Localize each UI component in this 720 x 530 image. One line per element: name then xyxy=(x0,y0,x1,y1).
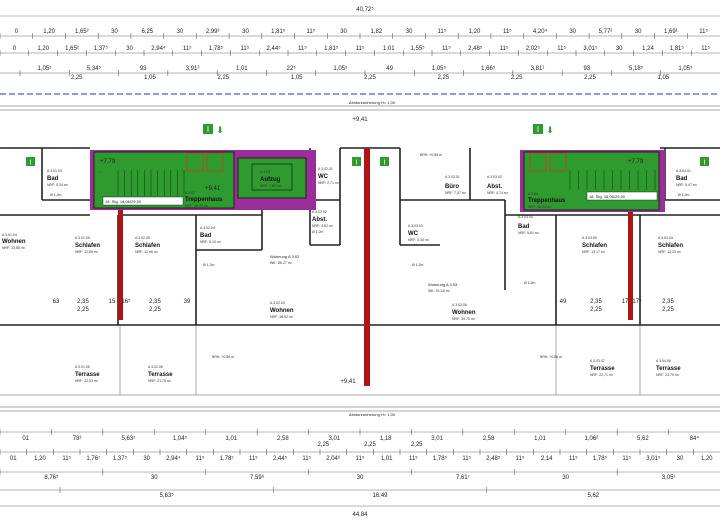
room-name-aufzug: Aufzug xyxy=(260,177,281,183)
room-id: A 3.04.04 xyxy=(658,236,673,240)
dimension-value: 1,82 xyxy=(370,29,383,35)
room-area: NRF: 5,10 m² xyxy=(200,240,222,244)
room-name-abst: Abst. xyxy=(487,184,502,190)
dimension-value: 2,44⁵ xyxy=(266,46,281,52)
dimension-value: 93 xyxy=(583,66,591,72)
dimension-value: 5,63⁵ xyxy=(159,493,174,499)
room-id: A 3.03.07 xyxy=(590,359,605,363)
dimension-value: 1,05⁵ xyxy=(678,66,693,72)
dimension-value: 2,14 xyxy=(540,456,553,462)
room-area: NRF: 33,85 m² xyxy=(2,246,25,250)
dimension-value: 22⁵ xyxy=(286,66,296,72)
emergency-exit-icon xyxy=(352,157,361,167)
dimension-value: 5,63⁵ xyxy=(121,436,136,442)
room-name-bad: Bad xyxy=(47,176,59,182)
room-name-wohnen: Wohnen xyxy=(270,308,294,314)
dimension-value: 11⁵ xyxy=(248,456,258,462)
svg-text:2,35: 2,35 xyxy=(77,299,89,305)
room-area: NRF: 12,89 m² xyxy=(75,250,98,254)
dimension-value: 30 xyxy=(676,456,684,462)
dimension-value: 1,20 xyxy=(37,46,50,52)
turn-circle: Ø 1,2m xyxy=(412,263,424,267)
level-top: +9,41 xyxy=(352,117,368,123)
dimension-value: 2,58 xyxy=(482,436,495,442)
dimension-value: 30 xyxy=(176,29,184,35)
dimension-value: 30 xyxy=(615,46,623,52)
brh-label: BRH: +0,86 m xyxy=(420,153,443,157)
dimension-value: 11⁵ xyxy=(622,456,632,462)
dimension-value: 1,81⁵ xyxy=(324,46,339,52)
top-dimension-chains xyxy=(0,6,720,81)
room-name-schlafen: Schlafen xyxy=(135,243,161,249)
emergency-exit-icon xyxy=(700,157,709,167)
dimension-value: 11⁵ xyxy=(442,46,451,52)
room-name-abst: Abst. xyxy=(312,217,327,223)
room-name-schlafen: Schlafen xyxy=(582,243,608,249)
room-area: NRF: 38,92 m² xyxy=(270,315,293,319)
dimension-value: 11⁵ xyxy=(437,29,447,35)
room-name-terrasse: Terrasse xyxy=(148,372,173,378)
room-name-wohnen: Wohnen xyxy=(452,310,476,316)
dimension-value: 11⁵ xyxy=(568,456,578,462)
svg-text:⬇: ⬇ xyxy=(216,126,224,136)
turn-circle: Ø 1,2m xyxy=(678,193,690,197)
dimension-value: 11⁵ xyxy=(699,29,708,35)
dimension-value: 2,25 xyxy=(364,442,376,448)
room-area: NRF: 21,75 m² xyxy=(148,379,171,383)
dimension-value: 93 xyxy=(139,66,147,72)
svg-text:⬇: ⬇ xyxy=(546,126,554,136)
dimension-value: 1,01 xyxy=(380,456,393,462)
dimension-value: 2,58 xyxy=(277,436,289,442)
dimension-value: 1,78⁵ xyxy=(432,456,448,462)
dimension-value: 1,78⁵ xyxy=(592,456,608,462)
dimension-value: 5,62 xyxy=(587,493,600,499)
dimension-value: 1,20 xyxy=(43,29,55,35)
dimension-value: 11⁵ xyxy=(240,46,250,52)
room-name-bad: Bad xyxy=(676,176,688,182)
dimension-value: 1,05 xyxy=(290,75,303,81)
room-name-bad: Bad xyxy=(200,233,212,239)
dimension-value: 1,05 xyxy=(144,75,156,81)
stair-info-right: 18. Stg. 18,06/29,00 xyxy=(589,194,626,199)
room-area: NRF: 23,79 m² xyxy=(656,373,679,377)
room-id: A 3.01.04 xyxy=(2,233,17,237)
dimension-value: 1,01 xyxy=(225,436,238,442)
svg-text:16⁵: 16⁵ xyxy=(121,299,131,305)
stair-level-left: +7,79 xyxy=(100,159,116,165)
absturz-label-top: Absturzsicherung H= 1,00 xyxy=(348,100,396,105)
dimension-value: 1,81⁵ xyxy=(669,46,684,52)
dimension-value: 3,01 xyxy=(431,436,443,442)
emergency-exit-icon xyxy=(203,124,224,136)
svg-text:17: 17 xyxy=(621,299,629,305)
room-name-wohnen: Wohnen xyxy=(2,239,26,245)
dimension-value: 2,02⁵ xyxy=(525,46,540,52)
svg-text:2,35: 2,35 xyxy=(149,299,161,305)
level-bottom: +9,41 xyxy=(340,379,356,385)
dimension-value: 1,76⁷ xyxy=(86,456,101,462)
svg-text:2,25: 2,25 xyxy=(590,307,602,313)
stair-level2-left: +9,41 xyxy=(205,186,221,192)
dimension-value: 0 xyxy=(14,29,19,35)
dimension-value: 5,18⁵ xyxy=(629,66,644,72)
dimension-value: 1,66⁵ xyxy=(481,66,496,72)
apartment-area: Wfl.: 91,16 m² xyxy=(428,289,450,293)
dimension-value: 1,01 xyxy=(534,436,546,442)
dimension-value: 01 xyxy=(22,436,30,442)
emergency-exit-icon xyxy=(26,157,35,167)
room-id: A 3.01.03 xyxy=(47,169,62,173)
room-name-terrasse: Terrasse xyxy=(590,366,615,372)
dimension-value: 2,94⁴ xyxy=(166,456,181,462)
dimension-value: 1,05 xyxy=(657,75,670,81)
dimension-value: 1,78⁵ xyxy=(219,456,234,462)
dimension-value: 1,81⁵ xyxy=(271,29,286,35)
dimension-value: 11⁵ xyxy=(302,456,312,462)
dimension-value: 1,37⁵ xyxy=(93,46,108,52)
svg-text:63: 63 xyxy=(52,299,60,305)
room-id: A 3.02.02 xyxy=(312,210,327,214)
dimension-value: 2,25 xyxy=(410,442,423,448)
dimension-value: 30 xyxy=(340,29,347,35)
room-area: NRF: 22,71 m² xyxy=(590,373,613,377)
dimension-value: 7,59⁶ xyxy=(250,475,265,481)
room-area: NRF: 12,96 m² xyxy=(135,250,158,254)
room-id: A 3.03.03 xyxy=(408,224,423,228)
dimension-value: 1,37⁵ xyxy=(112,456,128,462)
dimension-value: 2,94⁴ xyxy=(151,46,166,52)
room-name-wc: WC xyxy=(318,174,328,180)
apartment-label: Wohnung A 3.02 xyxy=(270,254,300,259)
dimension-value: 5,34⁵ xyxy=(86,66,101,72)
dimension-value: 11⁵ xyxy=(515,456,525,462)
dimension-value: 3,05¹ xyxy=(661,475,676,481)
top-total-dim: 40,72⁵ xyxy=(356,7,374,13)
room-area: NRF: 5,34 m² xyxy=(47,183,69,187)
dimension-value: 11⁵ xyxy=(195,456,205,462)
dimension-value: 2,25 xyxy=(70,75,83,81)
svg-text:2,35: 2,35 xyxy=(590,299,602,305)
room-id: A 3.03 xyxy=(260,170,270,174)
room-id: A 3.03.06 xyxy=(452,303,467,307)
dimension-value: 1,01 xyxy=(382,46,395,52)
dimension-value: 0 xyxy=(12,46,17,52)
room-id: A 3.01.06 xyxy=(75,365,90,369)
apartment-label: Wohnung A 3.03 xyxy=(428,282,458,287)
room-area: NRF: 5,47 m² xyxy=(676,183,698,187)
dimension-value: 3,81¹ xyxy=(530,66,545,72)
dimension-value: 49 xyxy=(386,66,393,72)
dimension-value: 30 xyxy=(150,475,158,481)
dimension-value: 8,76⁵ xyxy=(44,475,59,481)
stairwell-left xyxy=(90,150,316,210)
svg-text:49: 49 xyxy=(559,299,567,305)
dimension-value: 5,77² xyxy=(598,29,613,35)
dimension-value: 1,06² xyxy=(584,436,599,442)
room-id: A 3.03.02 xyxy=(487,175,502,179)
room-name-bad: Bad xyxy=(518,224,530,230)
turn-circle: Ø 1,2m xyxy=(312,230,324,234)
svg-text:I: I xyxy=(536,125,540,134)
turn-circle: Ø 1,2m xyxy=(524,281,536,285)
svg-text:2,25: 2,25 xyxy=(662,307,674,313)
dimension-value: 16,49 xyxy=(372,493,388,499)
svg-text:I: I xyxy=(383,159,386,167)
room-area: NRF: 3,34 m² xyxy=(408,238,430,242)
dimension-value: 11⁵ xyxy=(408,456,418,462)
bottom-total-dim: 44,84 xyxy=(352,512,368,518)
dimension-value: 2,25 xyxy=(584,75,596,81)
dimension-value: 3,01⁵ xyxy=(583,46,598,52)
terrace-outlines xyxy=(0,325,720,395)
svg-text:17⁵: 17⁵ xyxy=(632,299,642,305)
dimension-value: 11⁵ xyxy=(355,456,365,462)
dimension-value: 2,04⁶ xyxy=(326,456,341,462)
room-area: NRF: 12,23 m² xyxy=(658,250,681,254)
room-name-treppenhaus-r: Treppenhaus xyxy=(528,198,566,204)
room-name-terrasse: Terrasse xyxy=(75,372,100,378)
turn-circle: Ø 1,2m xyxy=(50,193,62,197)
dimension-value: 1,18 xyxy=(379,436,392,442)
svg-text:I: I xyxy=(703,159,706,167)
dimension-value: 6,25 xyxy=(141,29,154,35)
window-dimensions xyxy=(53,298,675,313)
room-area: NRF: 13,17 m² xyxy=(582,250,605,254)
apartment-area: Wfl.: 86,27 m² xyxy=(270,261,292,265)
dimension-value: 2,25 xyxy=(364,75,376,81)
dimension-value: 1,05⁵ xyxy=(37,66,52,72)
dimension-value: 1,04⁵ xyxy=(172,436,188,442)
room-id: A 3.02.06 xyxy=(148,365,163,369)
svg-text:39: 39 xyxy=(183,299,191,305)
dimension-value: 1,05⁵ xyxy=(333,66,348,72)
room-area: NRF: 22,03 m² xyxy=(75,379,98,383)
room-area: NRF: 39,70 m² xyxy=(452,317,475,321)
room-name-treppenhaus-l: Treppenhaus xyxy=(185,197,223,203)
stairwell-right xyxy=(520,150,665,212)
dimension-value: 1,78⁵ xyxy=(208,46,224,52)
dimension-value: 2,25 xyxy=(317,442,330,448)
room-area: NRF: 5,81 m² xyxy=(518,231,540,235)
room-id: A 3.04.06 xyxy=(656,359,671,363)
room-name-schlafen: Schlafen xyxy=(658,243,684,249)
dimension-value: 2,48⁵ xyxy=(468,46,483,52)
room-id: A 3.02.05 xyxy=(135,236,150,240)
dimension-value: 30 xyxy=(143,456,151,462)
dimension-value: 1,65² xyxy=(65,46,79,52)
dimension-value: 1,20 xyxy=(700,456,713,462)
emergency-exit-icon xyxy=(533,124,554,136)
room-name-buero: Büro xyxy=(445,184,459,190)
dimension-value: 2,44⁵ xyxy=(272,456,288,462)
dimension-value: 5,62 xyxy=(637,436,649,442)
svg-text:2,35: 2,35 xyxy=(662,299,674,305)
dimension-value: 2,25 xyxy=(510,75,523,81)
room-area: NRF: 7,82 m² xyxy=(260,184,282,188)
room-id: A 3.03.04 xyxy=(518,215,533,219)
dimension-value: 30 xyxy=(569,29,577,35)
dimension-value: 30 xyxy=(126,46,133,52)
room-id: A 3.04 xyxy=(528,192,538,196)
room-id: A 3.03.05 xyxy=(582,236,597,240)
svg-text:I: I xyxy=(355,159,358,167)
turn-circle: Ø 1,2m xyxy=(203,263,215,267)
dimension-value: 7,61⁷ xyxy=(455,475,470,481)
dimension-value: 11⁵ xyxy=(462,456,472,462)
room-id: A 3.04.01 xyxy=(676,169,691,173)
brh-label: BRH: +0,86 m xyxy=(540,355,563,359)
dimension-value: 30 xyxy=(634,29,642,35)
brh-label: BRH: +0,86 m xyxy=(212,355,235,359)
dimension-value: 4,20⁴ xyxy=(532,29,548,35)
dimension-value: 11⁵ xyxy=(298,46,307,52)
dimension-value: 3,91² xyxy=(185,66,200,72)
room-name-terrasse: Terrasse xyxy=(656,366,681,372)
dimension-value: 84⁴ xyxy=(689,436,699,442)
red-column-2 xyxy=(364,148,370,386)
dimension-value: 2,99² xyxy=(205,29,220,35)
room-area: NRF: 4,74 m² xyxy=(487,191,509,195)
dimension-value: 30 xyxy=(405,29,413,35)
dimension-value: 11⁵ xyxy=(701,46,710,52)
dimension-value: 2,25 xyxy=(217,75,230,81)
dimension-value: 11⁵ xyxy=(355,46,365,52)
room-name-wc: WC xyxy=(408,231,418,237)
room-area: NRF: 16,29 m² xyxy=(185,204,208,208)
dimension-value: 1,55⁵ xyxy=(410,46,425,52)
dimension-value: 30 xyxy=(356,475,364,481)
dimension-value: 2,48⁵ xyxy=(486,456,501,462)
svg-text:2,25: 2,25 xyxy=(77,307,89,313)
dimension-value: 3,01 xyxy=(328,436,341,442)
dimension-value: 01 xyxy=(9,456,17,462)
room-name-schlafen: Schlafen xyxy=(75,243,101,249)
svg-text:15: 15 xyxy=(108,299,116,305)
absturz-label-bottom: Absturzsicherung H= 1,00 xyxy=(348,412,396,417)
dimension-value: 11⁵ xyxy=(62,456,72,462)
room-area: NRF: 2,71 m² xyxy=(318,181,340,185)
svg-text:I: I xyxy=(206,125,210,134)
dimension-value: 11⁵ xyxy=(502,29,512,35)
dimension-value: 3,01⁵ xyxy=(646,456,661,462)
dimension-value: 11⁵ xyxy=(306,29,316,35)
dimension-value: 1,20 xyxy=(34,456,46,462)
dimension-value: 30 xyxy=(562,475,570,481)
room-id: A 3.01.05 xyxy=(75,236,90,240)
dimension-value: 1,65² xyxy=(74,29,89,35)
dimension-value: 30 xyxy=(111,29,118,35)
dimension-value: 1,20 xyxy=(468,29,481,35)
dimension-value: 11⁵ xyxy=(557,46,566,52)
room-id: A 3.02.01 xyxy=(318,167,333,171)
dimension-value: 1,69¹ xyxy=(664,29,678,35)
dimension-value: 1,24 xyxy=(642,46,654,52)
dimension-value: 30 xyxy=(242,29,249,35)
dimension-value: 1,01 xyxy=(235,66,248,72)
room-id: A 3.02.04 xyxy=(200,226,215,230)
dimension-value: 1,05⁵ xyxy=(431,66,446,72)
dimension-value: 11⁵ xyxy=(182,46,192,52)
dimension-value: 78³ xyxy=(72,436,82,442)
room-id: A 3.02 xyxy=(185,191,195,195)
dimension-value: 11⁵ xyxy=(499,46,509,52)
stair-level-right: +7,79 xyxy=(628,159,644,165)
room-area: NRF: 4,82 m² xyxy=(312,224,334,228)
svg-text:2,25: 2,25 xyxy=(149,307,161,313)
room-id: A 3.03.01 xyxy=(445,175,460,179)
emergency-exit-icon xyxy=(380,157,389,167)
room-area: NRF: 7,57 m² xyxy=(445,191,467,195)
stair-info-left: 18. Stg. 18,06/29,00 xyxy=(105,199,142,204)
svg-text:I: I xyxy=(29,159,32,167)
room-id: A 3.02.03 xyxy=(270,301,285,305)
bottom-dimension-chains xyxy=(0,429,720,518)
dimension-value: 2,25 xyxy=(437,75,450,81)
room-area: NRF: 15,24 m² xyxy=(528,205,551,209)
